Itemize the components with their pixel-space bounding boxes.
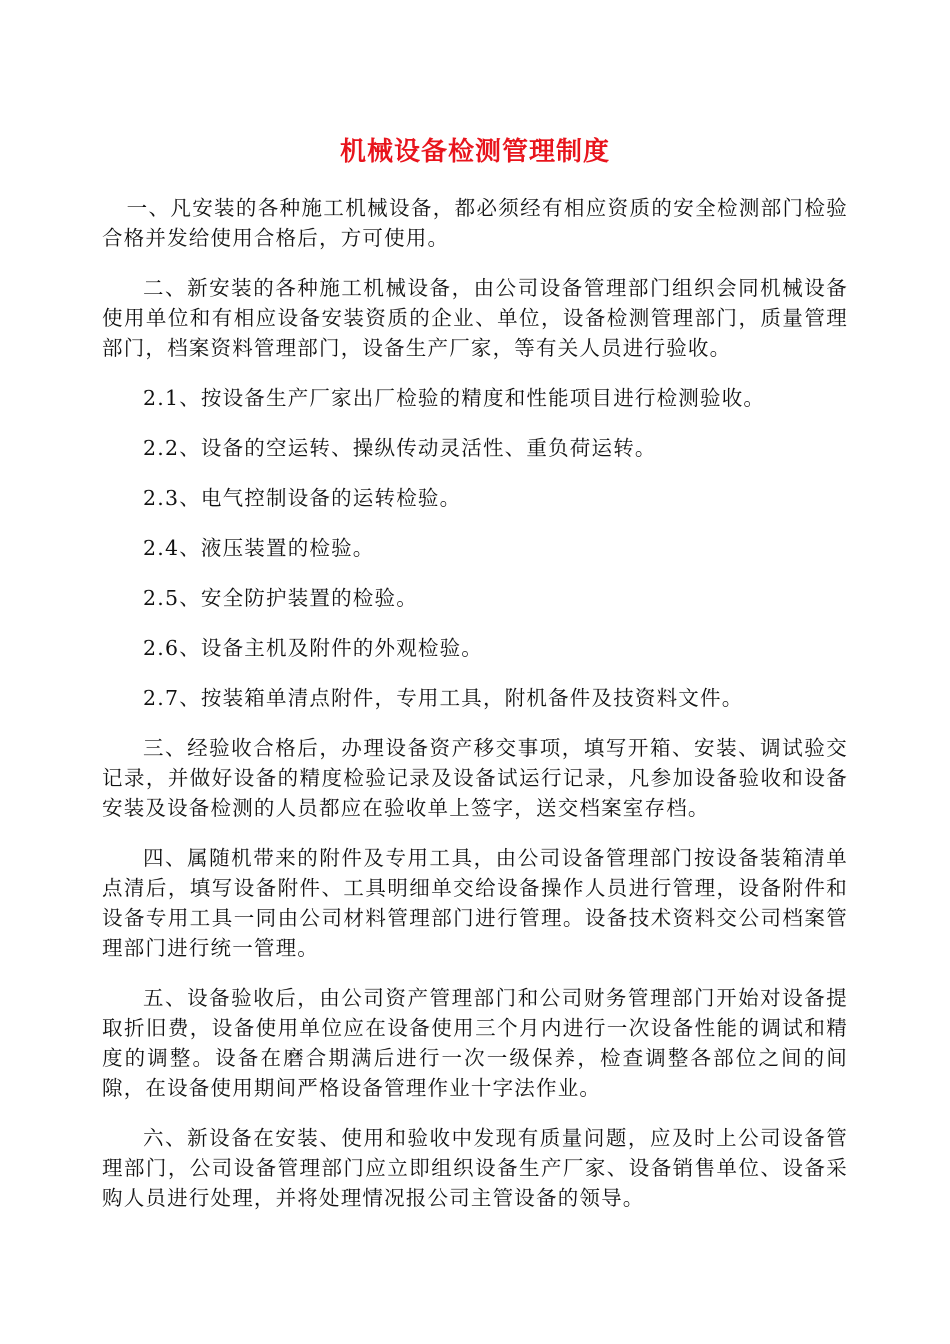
- paragraph-5: 五、设备验收后，由公司资产管理部门和公司财务管理部门开始对设备提取折旧费，设备使用单位应在设备使用三个月内进行一次设备性能的调试和精度的调整。设备在磨合期满后进行一次一级保养，检查调整各部位之间的间隙，在设备使用期间严格设备管理作业十字法作业。: [102, 986, 848, 1100]
- paragraph-1: 一、凡安装的各种施工机械设备，都必须经有相应资质的安全检测部门检验合格并发给使用合格后，方可使用。: [102, 196, 848, 250]
- document-body: [102, 193, 848, 1233]
- paragraph-2: 二、新安装的各种施工机械设备，由公司设备管理部门组织会同机械设备使用单位和有相应设备安装资质的企业、单位，设备检测管理部门，质量管理部门，档案资料管理部门，设备生产厂家，等有关人员进行验收。: [102, 276, 848, 360]
- list-item-2-3: 2.3、电气控制设备的运转检验。: [143, 486, 462, 510]
- list-item-2-7: 2.7、按装箱单清点附件，专用工具，附机备件及技资料文件。: [143, 686, 744, 710]
- paragraph-6: 六、新设备在安装、使用和验收中发现有质量问题，应及时上公司设备管理部门，公司设备管理部门应立即组织设备生产厂家、设备销售单位、设备采购人员进行处理，并将处理情况报公司主管设备的领导。: [102, 1126, 848, 1210]
- list-item-2-1: 2.1、按设备生产厂家出厂检验的精度和性能项目进行检测验收。: [143, 386, 766, 410]
- list-item-2-6: 2.6、设备主机及附件的外观检验。: [143, 636, 484, 660]
- list-item-2-4: 2.4、液压装置的检验。: [143, 536, 375, 560]
- list-item-2-2: 2.2、设备的空运转、操纵传动灵活性、重负荷运转。: [143, 436, 657, 460]
- paragraph-4: 四、属随机带来的附件及专用工具，由公司设备管理部门按设备装箱清单点清后，填写设备附件、工具明细单交给设备操作人员进行管理，设备附件和设备专用工具一同由公司材料管理部门进行管理。设备技术资料交公司档案管理部门进行统一管理。: [102, 846, 848, 960]
- paragraph-3: 三、经验收合格后，办理设备资产移交事项，填写开箱、安装、调试验交记录，并做好设备的精度检验记录及设备试运行记录，凡参加设备验收和设备安装及设备检测的人员都应在验收单上签字，送交档案室存档。: [102, 736, 848, 820]
- document-title: 机械设备检测管理制度: [339, 137, 610, 167]
- list-item-2-5: 2.5、安全防护装置的检验。: [143, 586, 418, 610]
